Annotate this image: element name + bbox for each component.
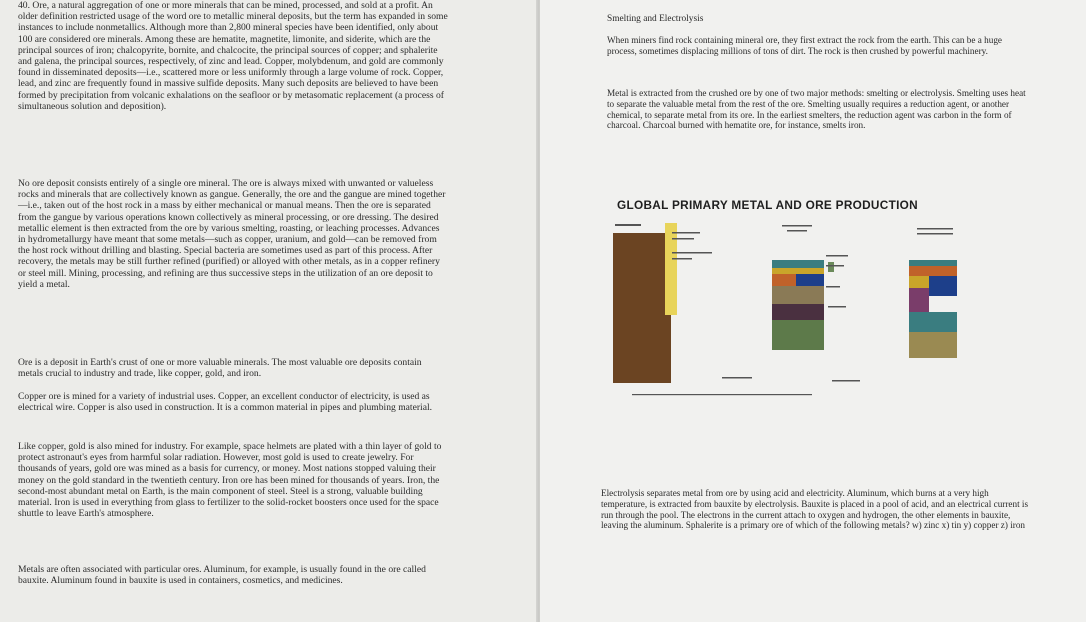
iron-accent-strip xyxy=(665,223,677,315)
copper-paragraph: Copper ore is mined for a variety of industrial uses. Copper, an excellent conductor of electricity, is used as electrical wire. Copper is also used in construction. It is a common material in pipes and plumbing material. xyxy=(18,391,433,414)
minor-metals-purple-block xyxy=(772,304,824,320)
gold-iron-paragraph: Like copper, gold is also mined for industry. For example, space helmets are plated with a thin layer of gold to protect astronaut's eyes from harmful solar radiation. However, most gold is used to create jewelry. For thousands of years, gold ore was mined as a basis for currency, or money. Most nations stopped valuing their money on the gold standard in the twentieth century. Iron ore has been mined for thousands of years. Iron, the second-most abundant metal on Earth, is the main component of steel. Steel is a strong, valuable building material. Iron is used in everything from glass to fertilizer to the solid-rocket boosters once used for the space shuttle to leave Earth's atmosphere. xyxy=(18,441,442,520)
ore-gangue-paragraph: No ore deposit consists entirely of a single ore mineral. The ore is always mixed with unwanted or valueless rocks and minerals that are collectively known as gangue. Generally, the ore and the gangue are mined together—i.e., taken out of the host rock in a mass by either mechanical or manual means. Then the ore is separated from the gangue by various operations known collectively as mineral processing, or ore dressing. The desired metallic element is then extracted from the ore by various smelting, roasting, or leaching processes. Advances in hydrometallurgy have meant that some metals—such as copper, uranium, and gold—can be removed from the host rock without drilling and blasting. Special bacteria are sometimes used as part of this process. After recovery, the metals may be still further refined (purified) or alloyed with other metals, as in a copper refinery or steel mill. Mining, processing, and refining are thus successive steps in the utilization of an ore deposit to yield a metal. xyxy=(18,178,446,290)
technology-metals-yellow-block xyxy=(909,276,929,288)
ore-definition-paragraph: 40. Ore, a natural aggregation of one or more minerals that can be mined, processed, and sold at a profit. An older definition restricted usage of the word ore to metallic mineral deposits, but the term has expanded in some instances to include nonmetallics. Although more than 2,800 mineral species have been identified, only about 100 are considered ore minerals. Among these are hematite, magnetite, limonite, and siderite, which are the principal sources of iron; chalcopyrite, bornite, and chalcocite, the principal sources of copper; and sphalerite and galena, the principal sources, respectively, of zinc and lead. Copper, molybdenum, and gold are commonly found in disseminated deposits—i.e., scattered more or less uniformly through a large volume of rock. Copper, lead, and zinc are frequently found in massive sulfide deposits. Many such deposits are believed to have been formed by precipitation from volcanic exhalations on the seafloor or by metasomatic replacement (a process of simultaneous solution and deposition). xyxy=(18,0,448,112)
right-page xyxy=(540,0,1086,622)
minor-metals-khaki-block xyxy=(772,286,824,304)
extraction-paragraph: When miners find rock containing mineral ore, they first extract the rock from the earth. This can be a huge process, sometimes displacing millions of tons of dirt. The rock is then crushed by powerful machinery. xyxy=(607,35,1003,56)
minor-metals-orange-block xyxy=(772,274,796,286)
minor-metals-small-block xyxy=(828,262,834,272)
iron-ore-block xyxy=(613,233,671,383)
electrolysis-paragraph: Electrolysis separates metal from ore by using acid and electricity. Aluminum, which burns at a very high temperature, is extracted from bauxite by electrolysis. Bauxite is placed in a pool of acid, and an electrical current is run through the pool. The electrons in the current attach to oxygen and hydrogen, the other elements in bauxite, leaving the aluminum. Sphalerite is a primary ore of which of the following metals? w) zinc x) tin y) copper z) iron xyxy=(601,488,1029,531)
minor-metals-teal-block xyxy=(772,260,824,268)
section-title: Smelting and Electrolysis xyxy=(607,14,704,24)
technology-metals-khaki-block xyxy=(909,332,957,358)
technology-metals-purple-block xyxy=(909,288,929,312)
technology-metals-navy-block xyxy=(929,276,957,296)
minor-metals-navy-block xyxy=(796,274,824,286)
minor-metals-green-block xyxy=(772,320,824,350)
technology-metals-teal-block xyxy=(909,312,957,332)
technology-metals-orange-block xyxy=(909,266,957,276)
metal-production-infographic xyxy=(602,210,1032,410)
ore-deposit-paragraph: Ore is a deposit in Earth's crust of one or more valuable minerals. The most valuable ore deposits contain metals crucial to industry and trade, like copper, gold, and iron. xyxy=(18,357,422,380)
left-page xyxy=(0,0,538,622)
chart-title: GLOBAL PRIMARY METAL AND ORE PRODUCTION xyxy=(617,198,918,212)
smelting-paragraph: Metal is extracted from the crushed ore by one of two major methods: smelting or electrolysis. Smelting uses heat to separate the valuable metal from the rest of the ore. Smelting usually requires a reduction agent, or another chemical, to separate metal from its ore. In the earliest smelters, the reduction agent was carbon in the form of charcoal. Charcoal burned with hematite ore, for instance, smelts iron. xyxy=(607,88,1026,131)
aluminum-paragraph: Metals are often associated with particular ores. Aluminum, for example, is usually found in the ore called bauxite. Aluminum found in bauxite is used in containers, cosmetics, and medicines. xyxy=(18,564,426,587)
technology-metals-header-block xyxy=(909,260,957,266)
minor-metals-gold-block xyxy=(772,268,824,274)
